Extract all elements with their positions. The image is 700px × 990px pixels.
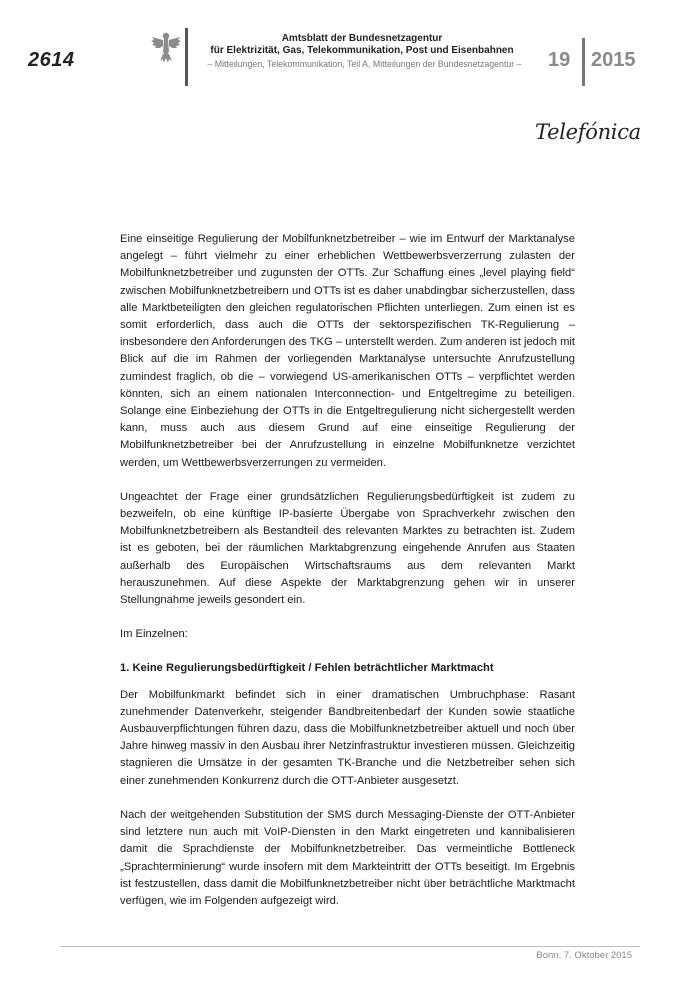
gazette-section: – Mitteilungen, Telekommunikation, Teil A, Mitteilungen der Bundesnetzagentur – — [207, 59, 522, 69]
document-body — [120, 231, 575, 927]
telefonica-logo: Telefónica — [535, 120, 641, 144]
intro-line: Im Einzelnen: — [120, 628, 188, 641]
issue-divider — [582, 38, 585, 86]
section-heading: 1. Keine Regulierungsbedürftigkeit / Fehlen beträchtlicher Marktmacht — [120, 662, 494, 675]
issue-number: 19 — [548, 49, 571, 71]
paragraph-mobile-market: Der Mobilfunkmarkt befindet sich in einer dramatischen Umbruchphase: Rasant zunehmender Datenverkehr, steigender Bandbreitenbedarf der Kunden sowie staatliche Ausbauverpflichtungen führen dazu, dass die Mobilfunknetzbetreiber aktuell und noch über Jahre hinweg massiv in den Ausbau ihrer Netzinfrastruktur investieren müssen. Gleichzeitig stagnieren die Umsätze in der gesamten TK-Branche und die Netzbetreiber sehen sich einer zunehmenden Konkurrenz durch die OTT-Anbieter ausgesetzt. — [120, 688, 575, 787]
federal-eagle-icon — [150, 30, 182, 64]
paragraph-substitution: Nach der weitgehenden Substitution der SMS durch Messaging-Dienste der OTT-Anbieter sind letztere nun auch mit VoIP-Diensten in den Markt eingetreten und kannibalisieren damit die Sprachdienste der Mobilfunknetzbetreiber. Das vermeintliche Bottleneck „Sprachterminierung“ wurde insofern mit dem Markteintritt der OTTs beseitigt. Im Ergebnis ist festzustellen, dass damit die Mobilfunknetzbetreiber nicht über beträchtliche Marktmacht verfügen, wie im Folgenden aufgezeigt wird. — [120, 808, 575, 907]
footer-date: Bonn, 7. Oktober 2015 — [536, 950, 632, 961]
page-number: 2614 — [28, 49, 75, 71]
issue-year: 2015 — [591, 49, 636, 71]
footer-rule — [60, 946, 640, 947]
gazette-title: Amtsblatt der Bundesnetzagentur — [281, 33, 443, 44]
header-divider — [185, 28, 188, 86]
paragraph-regulation: Eine einseitige Regulierung der Mobilfunknetzbetreiber – wie im Entwurf der Marktanalyse angelegt – führt vielmehr zu einer erheblichen Wettbewerbsverzerrung zulasten der Mobilfunknetzbetreiber und zugunsten der OTTs. Zur Schaffung eines „level playing field“ zwischen Mobilfunknetzbetreibern und OTTs ist es daher unabdingbar sicherzustellen, dass alle Marktbeteiligten den gleichen regulatorischen Pflichten unterliegen. Zum einen ist es somit erforderlich, dass auch die OTTs der sektorspezifischen TK-Regulierung – insbesondere den Anforderungen des TKG – unterstellt werden. Zum anderen ist jedoch mit Blick auf die im Rahmen der vorliegenden Marktanalyse untersuchte Anrufzustellung zumindest fraglich, ob die – vorwiegend US-amerikanischen OTTs – verpflichtet werden könnten, sich an einem nationalen Interconnection- und Entgeltregime zu beteiligen. Solange eine Einbeziehung der OTTs in die Entgeltregulierung nicht sichergestellt werden kann, muss auch aus diesem Grund auf eine einseitige Regulierung der Mobilfunknetzbetreiber bei der Anrufzustellung in einzelne Mobilfunknetze verzichtet werden, um Wettbewerbsverzerrungen zu vermeiden. — [120, 233, 575, 469]
paragraph-market-definition: Ungeachtet der Frage einer grundsätzlichen Regulierungsbedürftigkeit ist zudem zu bezweifeln, ob eine künftige IP-basierte Übergabe von Sprachverkehr zwischen den Mobilfunknetzbetreibern als Bestandteil des relevanten Marktes zu betrachten ist. Zudem ist es geboten, bei der räumlichen Marktabgrenzung eingehende Anrufen aus Staaten außerhalb des Europäischen Wirtschaftsraums aus dem relevanten Markt herauszunehmen. Auf diese Aspekte der Marktabgrenzung gehen wir in unserer Stellungnahme jeweils gesondert ein. — [120, 490, 575, 607]
gazette-subtitle: für Elektrizität, Gas, Telekommunikation, Post und Eisenbahnen — [210, 45, 514, 56]
